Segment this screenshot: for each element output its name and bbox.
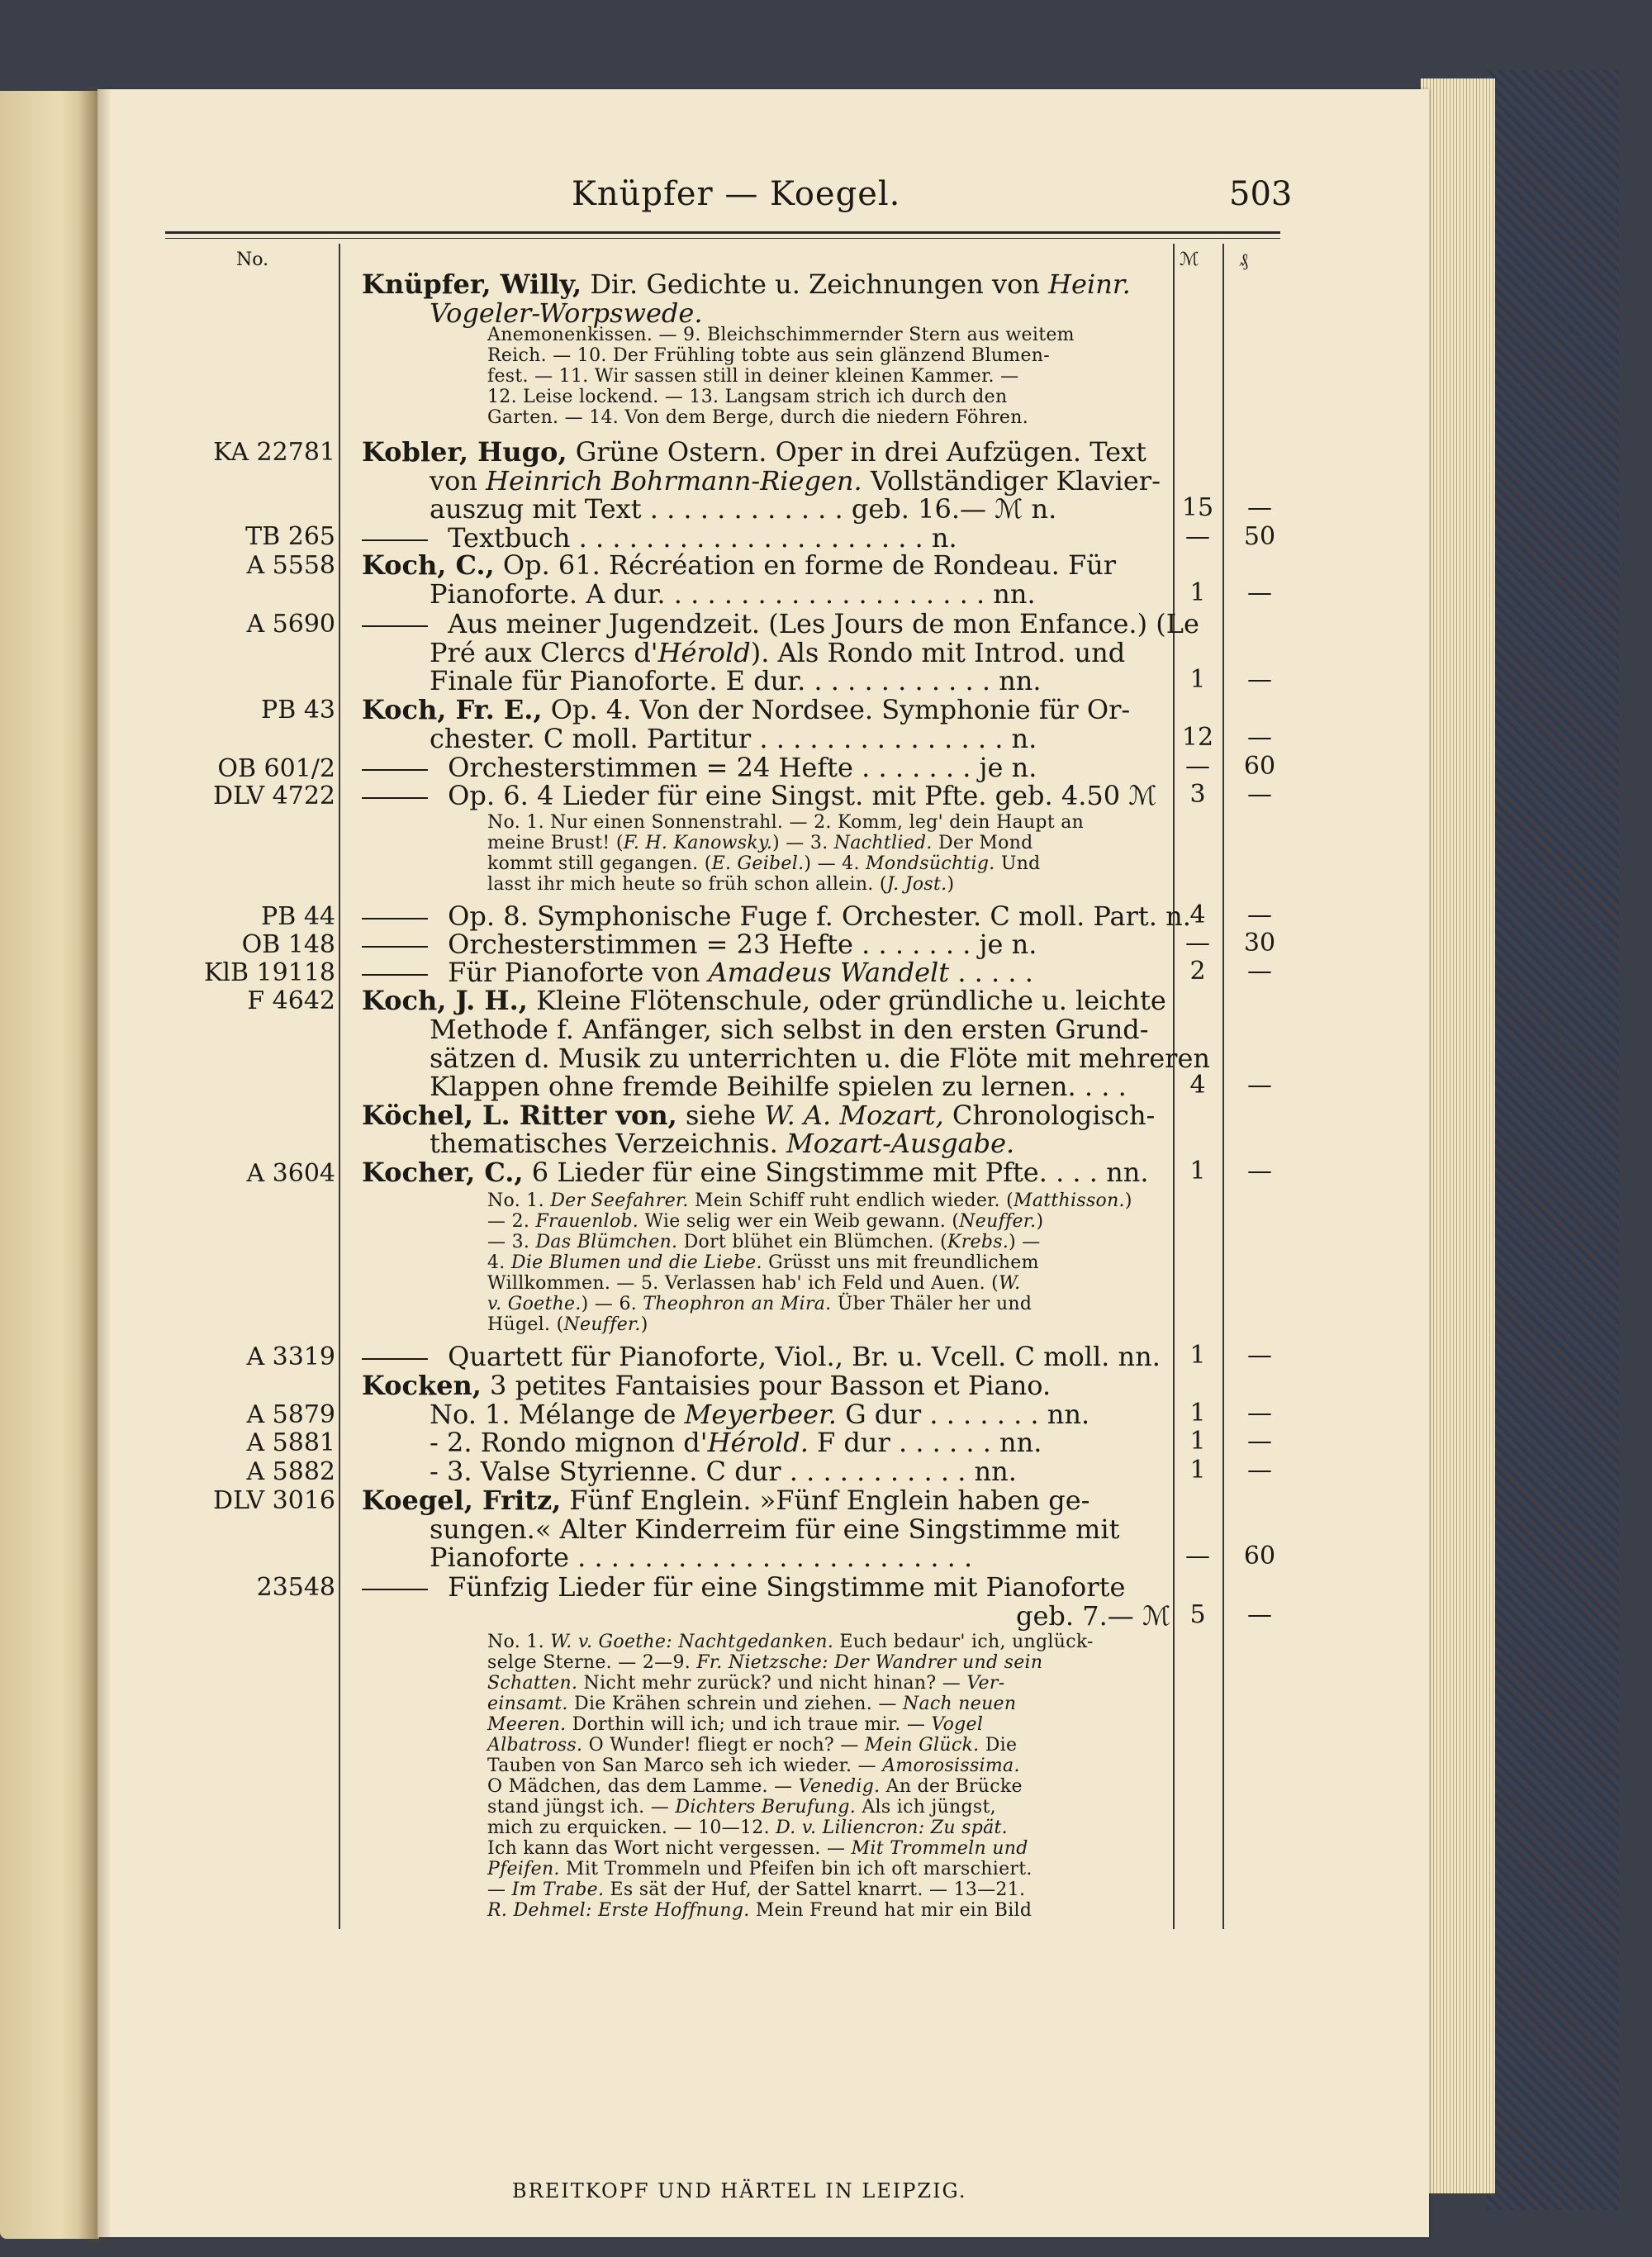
song-list-line: Willkommen. — 5. Verlassen hab' ich Feld und Auen. (W. xyxy=(487,1273,1021,1294)
entry-line: Kocken, 3 petites Fantaisies pour Basson et Piano. xyxy=(362,1370,1051,1401)
entry-line: Finale für Pianoforte. E dur. . . . . . . . . . . . nn. xyxy=(430,665,1042,696)
header-rule-thin xyxy=(165,238,1280,239)
entry-line: Op. 6. 4 Lieder für eine Singst. mit Pfte. geb. 4.50 ℳ xyxy=(362,780,1156,811)
price-mark: 1 xyxy=(1189,1456,1206,1485)
song-list-line: R. Dehmel: Erste Hoffnung. Mein Freund hat mir ein Bild xyxy=(487,1900,1032,1921)
entry-line: thematisches Verzeichnis. Mozart-Ausgabe. xyxy=(430,1128,1015,1159)
song-list-line: fest. — 11. Wir sassen still in deiner kleinen Kammer. — xyxy=(487,366,1019,387)
catalog-number: F 4642 xyxy=(247,986,335,1015)
catalog-number: A 5882 xyxy=(246,1457,335,1486)
entry-line: Koch, C., Op. 61. Récréation en forme de Rondeau. Für xyxy=(362,549,1117,581)
price-mark: 1 xyxy=(1189,578,1206,607)
catalog-number: A 3604 xyxy=(246,1159,335,1188)
price-pfennig: 30 xyxy=(1243,929,1276,957)
entry-line: Vogeler-Worpswede. xyxy=(430,297,703,329)
price-pfennig: — xyxy=(1247,723,1272,752)
entry-line: Orchesterstimmen = 23 Hefte . . . . . . . je n. xyxy=(362,929,1037,960)
column-divider-mark xyxy=(1173,244,1175,1929)
price-pfennig: 60 xyxy=(1243,1542,1276,1570)
price-mark: — xyxy=(1185,929,1210,957)
catalog-number: KA 22781 xyxy=(213,438,335,467)
entry-line: Köchel, L. Ritter von, siehe W. A. Mozart, Chronologisch- xyxy=(362,1100,1156,1131)
entry-line: auszug mit Text . . . . . . . . . . . . geb. 16.— ℳ n. xyxy=(430,493,1057,525)
entry-line: Aus meiner Jugendzeit. (Les Jours de mon Enfance.) (Le xyxy=(362,608,1199,639)
entry-line: Pianoforte . . . . . . . . . . . . . . . . . . . . . . . . xyxy=(430,1542,973,1573)
entry-line: Textbuch . . . . . . . . . . . . . . . . . . . . . n. xyxy=(362,522,957,554)
entry-line: Koch, J. H., Kleine Flötenschule, oder gründliche u. leichte xyxy=(362,985,1166,1016)
catalog-number: OB 148 xyxy=(241,930,335,959)
publisher-footer: BREITKOPF UND HÄRTEL IN LEIPZIG. xyxy=(512,2179,967,2202)
column-header-pfennig: ₰ xyxy=(1239,250,1248,271)
entry-line: - 3. Valse Styrienne. C dur . . . . . . . . . . . nn. xyxy=(430,1456,1017,1487)
spine-shadow xyxy=(78,87,112,2243)
catalog-number: DLV 4722 xyxy=(213,782,335,810)
entry-line: Kobler, Hugo, Grüne Ostern. Oper in drei Aufzügen. Text xyxy=(362,436,1146,468)
catalog-number: OB 601/2 xyxy=(217,754,335,783)
entry-line: Orchesterstimmen = 24 Hefte . . . . . . . je n. xyxy=(362,752,1037,783)
catalog-number: PB 43 xyxy=(261,696,335,725)
song-list-line: Tauben von San Marco seh ich wieder. — Amorosissima. xyxy=(487,1756,1020,1776)
song-list-line: kommt still gegangen. (E. Geibel.) — 4. Mondsüchtig. Und xyxy=(487,853,1041,874)
price-mark: 1 xyxy=(1189,1341,1206,1370)
entry-line: chester. C moll. Partitur . . . . . . . . . . . . . . . n. xyxy=(430,723,1037,754)
price-pfennig: — xyxy=(1247,900,1272,929)
entry-line: Pianoforte. A dur. . . . . . . . . . . . . . . . . . . . nn. xyxy=(430,578,1036,610)
price-pfennig: — xyxy=(1247,1341,1272,1370)
entry-line: Knüpfer, Willy, Dir. Gedichte u. Zeichnungen von Heinr. xyxy=(362,268,1131,300)
song-list-line: Hügel. (Neuffer.) xyxy=(487,1314,648,1335)
price-pfennig: — xyxy=(1247,1071,1272,1100)
price-mark: 1 xyxy=(1189,1427,1206,1456)
price-pfennig: — xyxy=(1247,493,1272,522)
column-header-mark: ℳ xyxy=(1180,249,1199,270)
price-mark: 1 xyxy=(1189,665,1206,694)
song-list-line: — 3. Das Blümchen. Dort blühet ein Blümchen. (Krebs.) — xyxy=(487,1232,1041,1252)
column-header-no: No. xyxy=(236,249,269,270)
song-list-line: Albatross. O Wunder! fliegt er noch? — Mein Glück. Die xyxy=(487,1735,1018,1756)
song-list-line: v. Goethe.) — 6. Theophron an Mira. Über Thäler her und xyxy=(487,1294,1032,1314)
song-list-line: mich zu erquicken. — 10—12. D. v. Liliencron: Zu spät. xyxy=(487,1817,1008,1838)
entry-line: Koch, Fr. E., Op. 4. Von der Nordsee. Symphonie für Or- xyxy=(362,694,1131,725)
price-pfennig: 50 xyxy=(1243,522,1276,551)
entry-line: - 2. Rondo mignon d'Hérold. F dur . . . . . . nn. xyxy=(430,1427,1042,1458)
catalog-number: TB 265 xyxy=(245,522,335,551)
song-list-line: selge Sterne. — 2—9. Fr. Nietzsche: Der Wandrer und sein xyxy=(487,1652,1043,1673)
entry-line: Op. 8. Symphonische Fuge f. Orchester. C moll. Part. n. xyxy=(362,900,1191,932)
price-mark: 1 xyxy=(1189,1399,1206,1428)
entry-line: von Heinrich Bohrmann-Riegen. Vollständiger Klavier- xyxy=(430,465,1161,497)
song-list-line: Anemonenkissen. — 9. Bleichschimmernder Stern aus weitem xyxy=(487,325,1075,345)
song-list-line: Ich kann das Wort nicht vergessen. — Mit Trommeln und xyxy=(487,1838,1028,1859)
song-list-line: Garten. — 14. Von dem Berge, durch die niedern Föhren. xyxy=(487,407,1028,428)
catalog-number: A 5879 xyxy=(246,1400,335,1429)
price-pfennig: — xyxy=(1247,780,1272,809)
column-divider-left xyxy=(339,244,340,1929)
song-list-line: 12. Leise lockend. — 13. Langsam strich ich durch den xyxy=(487,387,1008,407)
price-mark: 4 xyxy=(1189,1071,1206,1100)
catalog-number: DLV 3016 xyxy=(213,1486,335,1515)
price-pfennig: — xyxy=(1247,1399,1272,1428)
song-list-line: Reich. — 10. Der Frühling tobte aus sein glänzend Blumen- xyxy=(487,345,1050,366)
catalog-number: 23548 xyxy=(256,1573,335,1602)
song-list-line: No. 1. Nur einen Sonnenstrahl. — 2. Komm, leg' dein Haupt an xyxy=(487,812,1085,833)
price-pfennig: — xyxy=(1247,1157,1272,1186)
price-mark: 15 xyxy=(1181,493,1214,522)
song-list-line: No. 1. W. v. Goethe: Nachtgedanken. Euch bedaur' ich, unglück- xyxy=(487,1632,1094,1652)
entry-line: sätzen d. Musik zu unterrichten u. die Flöte mit mehreren xyxy=(430,1043,1210,1074)
song-list-line: — Im Trabe. Es sät der Huf, der Sattel knarrt. — 13—21. xyxy=(487,1879,1026,1900)
price-mark: — xyxy=(1185,1542,1210,1570)
song-list-line: No. 1. Der Seefahrer. Mein Schiff ruht endlich wieder. (Matthisson.) xyxy=(487,1190,1132,1211)
price-pfennig: — xyxy=(1247,1600,1272,1629)
song-list-line: 4. Die Blumen und die Liebe. Grüsst uns mit freundlichem xyxy=(487,1252,1039,1273)
song-list-line: meine Brust! (F. H. Kanowsky.) — 3. Nachtlied. Der Mond xyxy=(487,833,1033,853)
price-mark: 12 xyxy=(1181,723,1214,752)
song-list-line: lasst ihr mich heute so früh schon allein. (J. Jost.) xyxy=(487,874,955,895)
header-rule xyxy=(165,231,1280,234)
price-mark: 4 xyxy=(1189,900,1206,929)
page-edges xyxy=(1421,78,1495,2193)
catalog-number: KlB 19118 xyxy=(203,958,335,987)
price-pfennig: — xyxy=(1247,957,1272,986)
song-list-line: Schatten. Nicht mehr zurück? und nicht hinan? — Ver- xyxy=(487,1673,1005,1694)
page-number: 503 xyxy=(1229,175,1293,213)
price-mark: 5 xyxy=(1189,1600,1206,1629)
entry-line: Für Pianoforte von Amadeus Wandelt . . . . . xyxy=(362,957,1033,988)
song-list-line: Pfeifen. Mit Trommeln und Pfeifen bin ich oft marschiert. xyxy=(487,1859,1032,1879)
price-mark: 2 xyxy=(1189,957,1206,986)
catalog-number: A 3319 xyxy=(246,1342,335,1371)
page-title: Knüpfer — Koegel. xyxy=(572,175,901,213)
entry-line: No. 1. Mélange de Meyerbeer. G dur . . . . . . . nn. xyxy=(430,1399,1090,1430)
price-pfennig: — xyxy=(1247,578,1272,607)
entry-line: sungen.« Alter Kinderreim für eine Singstimme mit xyxy=(430,1513,1120,1545)
entry-line: Fünfzig Lieder für eine Singstimme mit Pianoforte xyxy=(362,1571,1125,1603)
price-mark: 3 xyxy=(1189,780,1206,809)
price-pfennig: — xyxy=(1247,665,1272,694)
entry-line: geb. 7.— ℳ xyxy=(1016,1600,1171,1632)
price-mark: 1 xyxy=(1189,1157,1206,1186)
price-pfennig: — xyxy=(1247,1427,1272,1456)
price-pfennig: 60 xyxy=(1243,752,1276,781)
price-pfennig: — xyxy=(1247,1456,1272,1485)
catalog-number: A 5690 xyxy=(246,610,335,639)
entry-line: Methode f. Anfänger, sich selbst in den ersten Grund- xyxy=(430,1014,1149,1045)
column-divider-pf xyxy=(1222,244,1224,1929)
catalog-number: A 5881 xyxy=(246,1428,335,1457)
entry-line: Quartett für Pianoforte, Viol., Br. u. Vcell. C moll. nn. xyxy=(362,1341,1161,1372)
song-list-line: stand jüngst ich. — Dichters Berufung. Als ich jüngst, xyxy=(487,1797,996,1817)
song-list-line: Meeren. Dorthin will ich; und ich traue mir. — Vogel xyxy=(487,1714,984,1735)
song-list-line: einsamt. Die Krähen schrein und ziehen. — Nach neuen xyxy=(487,1694,1017,1714)
price-mark: — xyxy=(1185,522,1210,551)
entry-line: Pré aux Clercs d'Hérold). Als Rondo mit Introd. und xyxy=(430,637,1126,668)
catalog-number: PB 44 xyxy=(261,902,335,931)
book-cover xyxy=(1487,70,1619,2210)
catalog-number: A 5558 xyxy=(246,551,335,580)
entry-line: Kocher, C., 6 Lieder für eine Singstimme mit Pfte. . . . nn. xyxy=(362,1157,1149,1188)
price-mark: — xyxy=(1185,752,1210,781)
song-list-line: O Mädchen, das dem Lamme. — Venedig. An der Brücke xyxy=(487,1776,1023,1797)
entry-line: Koegel, Fritz, Fünf Englein. »Fünf Englein haben ge- xyxy=(362,1485,1090,1516)
entry-line: Klappen ohne fremde Beihilfe spielen zu lernen. . . . xyxy=(430,1071,1127,1102)
song-list-line: — 2. Frauenlob. Wie selig wer ein Weib gewann. (Neuffer.) xyxy=(487,1211,1044,1232)
